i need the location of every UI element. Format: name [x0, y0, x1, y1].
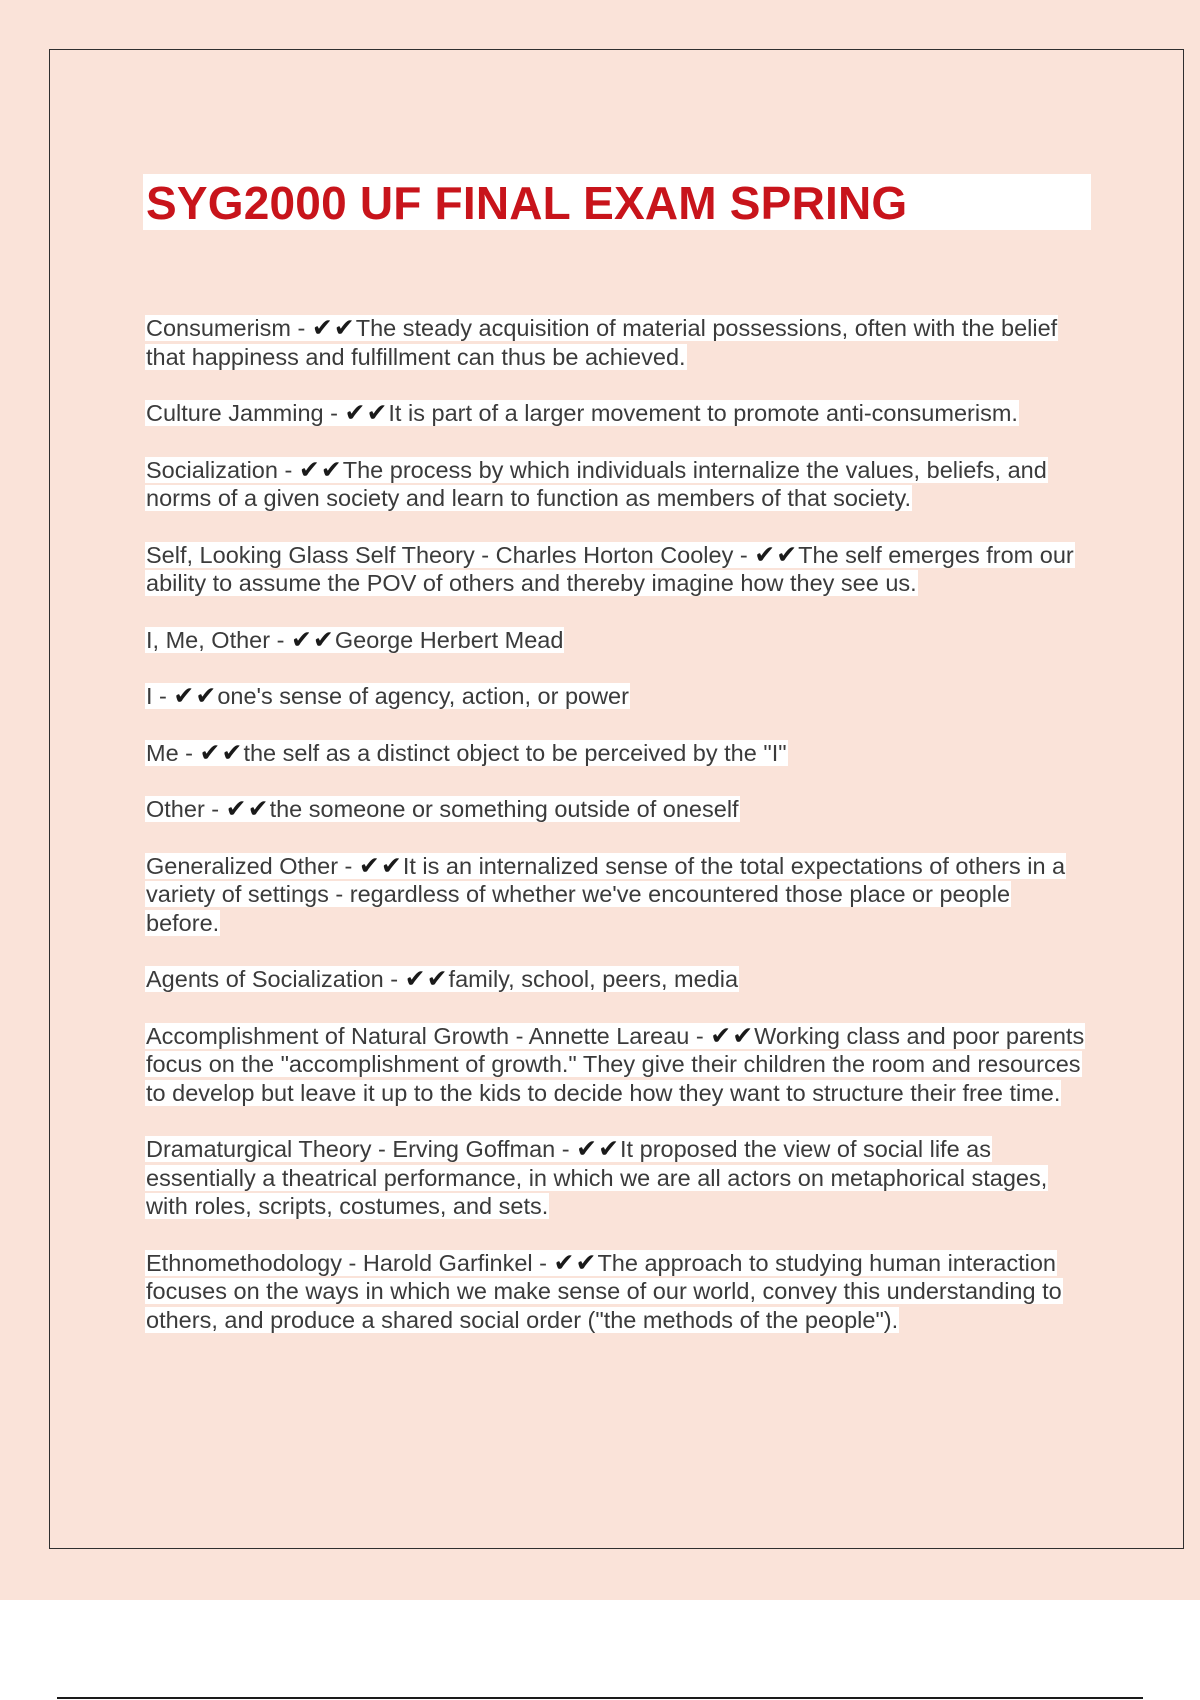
- term-definition: family, school, peers, media: [448, 966, 739, 992]
- term-entry: [145, 399, 1085, 428]
- term-entry: [145, 682, 1085, 711]
- term-entry: [145, 314, 1085, 371]
- check-icon: ✔: [575, 1247, 597, 1277]
- check-icon: ✔: [380, 850, 402, 880]
- check-icon: ✔: [754, 539, 776, 569]
- term-entry: [145, 965, 1085, 994]
- document-title: SYG2000 UF FINAL EXAM SPRING: [146, 177, 908, 229]
- term-label: Ethnomethodology - Harold Garfinkel -: [146, 1249, 554, 1276]
- term-definition: George Herbert Mead: [334, 626, 564, 653]
- term-definition: It is part of a larger movement to promote anti-consumerism.: [388, 400, 1018, 426]
- check-icon: ✔: [366, 398, 388, 427]
- term-list: [145, 314, 1085, 1362]
- term-definition: The approach to studying human interaction focuses on the ways in which we make sense of our world, convey this understanding to others, and produce a shared social order ("the methods of the people").: [146, 1249, 1062, 1333]
- term-definition: the someone or something outside of oneself: [269, 796, 739, 822]
- check-icon: ✔: [344, 398, 366, 427]
- term-entry: [145, 852, 1085, 938]
- term-definition: The process by which individuals internalize the values, beliefs, and norms of a given society and learn to function as members of that society.: [146, 456, 1047, 511]
- term-definition: It is an internalized sense of the total expectations of others in a variety of settings - regardless of whether we've encountered those place or people before.: [146, 852, 1066, 936]
- term-definition: one's sense of agency, action, or power: [217, 683, 629, 709]
- term-entry: [145, 739, 1085, 768]
- term-entry: [145, 541, 1085, 598]
- footer-divider: [57, 1697, 1143, 1699]
- term-label: Accomplishment of Natural Growth - Annette Lareau -: [146, 1022, 711, 1049]
- term-entry: [145, 795, 1085, 824]
- term-definition: The steady acquisition of material possessions, often with the belief that happiness and fulfillment can thus be achieved.: [146, 315, 1058, 370]
- term-definition: It proposed the view of social life as essentially a theatrical performance, in which we are all actors on metaphorical stages, with roles, scripts, costumes, and sets.: [146, 1136, 1048, 1219]
- check-icon: ✔: [576, 1134, 598, 1163]
- term-label: Dramaturgical Theory - Erving Goffman -: [146, 1136, 577, 1162]
- term-label: Self, Looking Glass Self Theory - Charles Horton Cooley -: [146, 541, 755, 568]
- term-label: Me -: [146, 739, 200, 766]
- check-icon: ✔: [290, 624, 312, 654]
- check-icon: ✔: [173, 681, 195, 710]
- check-icon: ✔: [333, 313, 355, 342]
- check-icon: ✔: [404, 964, 426, 993]
- term-label: Agents of Socialization -: [146, 966, 405, 992]
- check-icon: ✔: [732, 1020, 754, 1050]
- term-label: I, Me, Other -: [146, 626, 291, 653]
- term-entry: [145, 456, 1085, 513]
- term-label: Generalized Other -: [146, 852, 359, 879]
- check-icon: ✔: [426, 964, 448, 993]
- term-entry: [145, 1135, 1085, 1221]
- term-definition: the self as a distinct object to be perceived by the "I": [243, 739, 787, 766]
- check-icon: ✔: [247, 794, 269, 823]
- check-icon: ✔: [195, 681, 217, 710]
- check-icon: ✔: [710, 1020, 732, 1050]
- check-icon: ✔: [776, 539, 798, 569]
- term-label: Consumerism -: [146, 315, 312, 341]
- term-entry: [145, 1249, 1085, 1335]
- term-entry: [145, 1022, 1085, 1108]
- term-definition: The self emerges from our ability to assume the POV of others and thereby imagine how they see us.: [146, 541, 1074, 596]
- check-icon: ✔: [320, 454, 342, 484]
- check-icon: ✔: [553, 1247, 575, 1277]
- term-definition: Working class and poor parents focus on the "accomplishment of growth." They give their children the room and resources to develop but leave it up to the kids to decide how they want to structure their free time.: [146, 1022, 1085, 1106]
- term-label: Other -: [146, 796, 226, 822]
- check-icon: ✔: [298, 454, 320, 484]
- term-entry: [145, 626, 1085, 655]
- term-label: Socialization -: [146, 456, 299, 483]
- check-icon: ✔: [311, 313, 333, 342]
- term-label: Culture Jamming -: [146, 400, 345, 426]
- check-icon: ✔: [199, 737, 221, 767]
- check-icon: ✔: [358, 850, 380, 880]
- check-icon: ✔: [221, 737, 243, 767]
- check-icon: ✔: [225, 794, 247, 823]
- title-banner: [143, 174, 1091, 230]
- check-icon: ✔: [598, 1134, 620, 1163]
- check-icon: ✔: [312, 624, 334, 654]
- term-label: I -: [146, 683, 174, 709]
